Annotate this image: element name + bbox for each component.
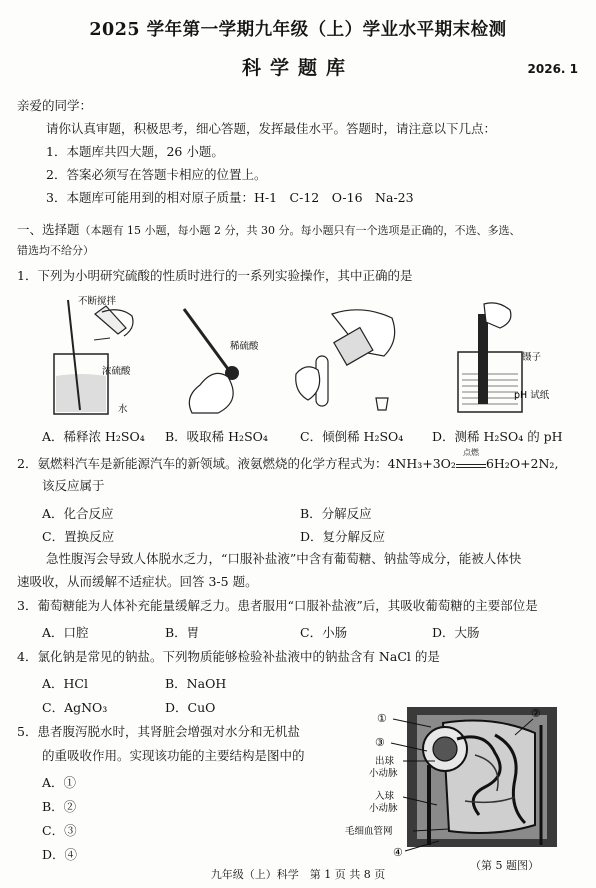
- q2-products: 6H₂O+2N₂,: [485, 456, 559, 471]
- q5-option-b[interactable]: B．②: [42, 799, 77, 814]
- section-heading: [17, 222, 521, 238]
- q2-stem-line2: 该反应属于: [42, 478, 105, 493]
- q1-option-c[interactable]: C．倾倒稀 H₂SO₄: [300, 429, 404, 444]
- q2-stem-text: 2．氨燃料汽车是新能源汽车的新领域。液氨燃烧的化学方程式为：4NH₃+3O₂: [17, 456, 456, 471]
- label-stir: 不断搅拌: [78, 296, 117, 307]
- label-efferent-1: 出球: [375, 756, 395, 767]
- q4-option-c[interactable]: C．AgNO₃: [42, 700, 108, 715]
- figure-dilute-acid: [40, 292, 150, 422]
- question-2-stem: [17, 448, 559, 472]
- figure-marker-1: ①: [377, 712, 387, 725]
- q3-option-c[interactable]: C．小肠: [300, 625, 348, 640]
- exam-date: 2026. 1: [527, 62, 578, 76]
- question-1-stem: 1．下列为小明研究硫酸的性质时进行的一系列实验操作，其中正确的是: [17, 268, 413, 283]
- q4-option-d[interactable]: D．CuO: [165, 700, 216, 715]
- q2-option-d[interactable]: D．复分解反应: [300, 529, 386, 544]
- reaction-condition: 点燃: [462, 448, 479, 457]
- instruction-item-1: 1．本题库共四大题，26 小题。: [46, 144, 224, 159]
- label-water: 水: [118, 404, 128, 415]
- label-dilute-acid: 稀硫酸: [230, 341, 259, 352]
- page-footer: 九年级（上）科学 第 1 页 共 8 页: [210, 868, 386, 881]
- figure-marker-3: ③: [375, 736, 385, 749]
- q4-option-b[interactable]: B．NaOH: [165, 676, 227, 691]
- figure-dropper: [170, 305, 280, 420]
- q1-option-d[interactable]: D．测稀 H₂SO₄ 的 pH: [432, 429, 563, 444]
- q1-option-b[interactable]: B．吸取稀 H₂SO₄: [165, 429, 268, 444]
- instruction-item-2: 2．答案必须写在答题卡相应的位置上。: [46, 167, 267, 182]
- figure-nephron: [345, 705, 585, 865]
- label-tweezers: 镊子: [522, 352, 542, 363]
- exam-title: 2025 学年第一学期九年级（上）学业水平期末检测: [89, 20, 507, 40]
- q2-option-c[interactable]: C．置换反应: [42, 529, 115, 544]
- question-4-stem: 4．氯化钠是常见的钠盐。下列物质能够检验补盐液中的钠盐含有 NaCl 的是: [17, 649, 440, 664]
- q4-option-a[interactable]: A．HCl: [42, 676, 88, 691]
- label-capillary: 毛细血管网: [345, 826, 393, 837]
- label-conc-acid: 浓硫酸: [102, 366, 131, 377]
- figure-ph-test: [440, 300, 560, 420]
- label-afferent-2: 小动脉: [369, 803, 398, 814]
- reaction-arrow: [456, 448, 486, 468]
- question-3-stem: 3．葡萄糖能为人体补充能量缓解乏力。患者服用“口服补盐液”后，其吸收葡萄糖的主要部位是: [17, 598, 538, 613]
- passage-line-2: 速吸收，从而缓解不适症状。回答 3-5 题。: [17, 574, 258, 589]
- q5-option-c[interactable]: C．③: [42, 823, 77, 838]
- label-afferent-1: 入球: [375, 791, 395, 802]
- q3-option-a[interactable]: A．口腔: [42, 625, 89, 640]
- q3-option-b[interactable]: B．胃: [165, 625, 200, 640]
- exam-subtitle: 科学题库: [241, 57, 354, 79]
- label-ph-paper: pH 试纸: [514, 390, 550, 401]
- greeting: 亲爱的同学：: [17, 98, 93, 113]
- figure-caption: （第 5 题图）: [470, 859, 539, 872]
- q2-option-b[interactable]: B．分解反应: [300, 506, 372, 521]
- figure-marker-4: ④: [393, 846, 403, 859]
- q5-option-a[interactable]: A．①: [42, 775, 77, 790]
- instruction-item-3: 3．本题库可能用到的相对原子质量：H-1 C-12 O-16 Na-23: [46, 190, 414, 205]
- section-desc-2: 错选均不给分）: [17, 244, 94, 257]
- q5-option-d[interactable]: D．④: [42, 847, 78, 862]
- label-efferent-2: 小动脉: [369, 768, 398, 779]
- q1-option-a[interactable]: A．稀释浓 H₂SO₄: [42, 429, 145, 444]
- instructions: 请你认真审题，积极思考，细心答题，发挥最佳水平。答题时，请注意以下几点：: [46, 121, 497, 136]
- question-5-stem-2: 的重吸收作用。实现该功能的主要结构是图中的: [42, 748, 305, 763]
- figure-marker-2: ②: [531, 707, 541, 720]
- section-title: 一、选择题: [17, 222, 80, 237]
- question-5-stem-1: 5．患者腹泻脱水时，其肾脏会增强对水分和无机盐: [17, 724, 300, 739]
- q2-option-a[interactable]: A．化合反应: [42, 506, 114, 521]
- section-desc: （本题有 15 小题，每小题 2 分，共 30 分。每小题只有一个选项是正确的，不选、多选、: [79, 224, 521, 237]
- figure-pouring: [292, 300, 402, 420]
- passage-line-1: 急性腹泻会导致人体脱水乏力，“口服补盐液”中含有葡萄糖、钠盐等成分，能被人体快: [46, 551, 522, 566]
- q3-option-d[interactable]: D．大肠: [432, 625, 480, 640]
